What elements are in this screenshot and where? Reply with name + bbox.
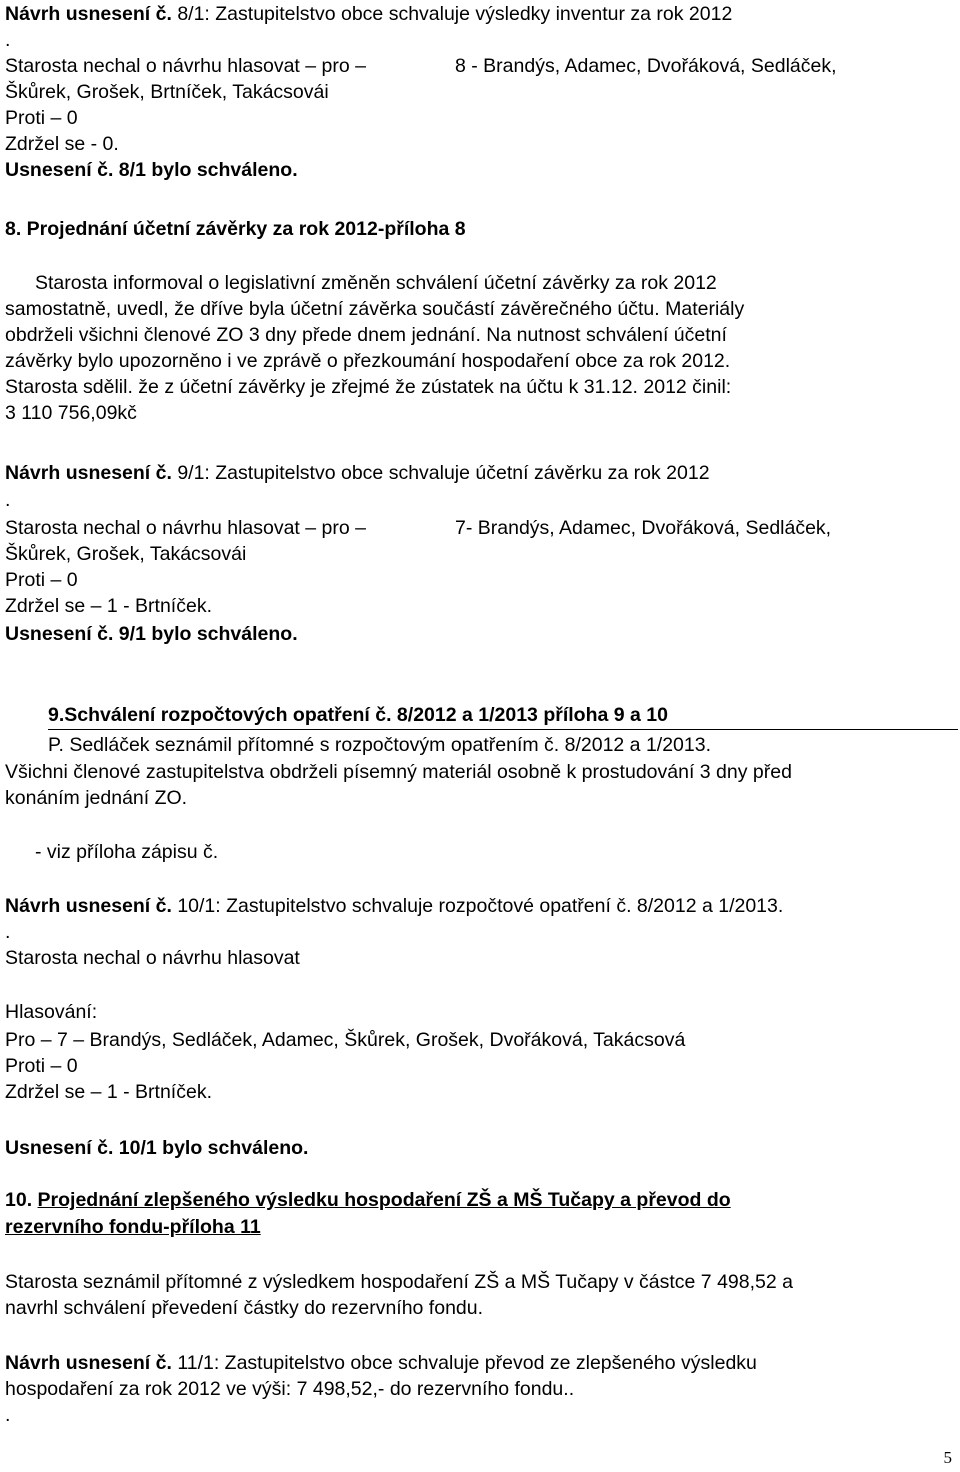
resolution-11-1-title (5, 1351, 757, 1375)
separator-dot: . (5, 29, 11, 51)
vote-against: Proti – 0 (5, 569, 78, 591)
separator-dot: . (5, 1404, 11, 1426)
resolution-result: Usnesení č. 10/1 bylo schváleno. (5, 1137, 309, 1159)
section-9-paragraph: konáním jednání ZO. (5, 787, 188, 809)
vote-abstain: Zdržel se – 1 - Brtníček. (5, 1081, 212, 1103)
vote-line: Starosta nechal o návrhu hlasovat – pro – (5, 55, 366, 77)
resolution-9-1-title (5, 461, 710, 485)
resolution-text: 10/1: Zastupitelstvo schvaluje rozpočtové opatření č. 8/2012 a 1/2013. (171, 895, 784, 917)
resolution-10-1-title (5, 894, 783, 918)
resolution-text: 9/1: Zastupitelstvo obce schvaluje účetní závěrku za rok 2012 (171, 462, 710, 484)
resolution-label: Návrh usnesení č. (5, 895, 172, 917)
attachment-bullet: - viz příloha zápisu č. (35, 841, 219, 863)
voting-label: Hlasování: (5, 1001, 98, 1023)
section-8-paragraph: Starosta informoval o legislativní změněn schválení účetní závěrky za rok 2012 (35, 272, 717, 294)
vote-against: Proti – 0 (5, 1055, 78, 1077)
section-10-paragraph: Starosta seznámil přítomné z výsledkem hospodaření ZŠ a MŠ Tučapy v částce 7 498,52 a (5, 1271, 793, 1293)
resolution-8-1-title (5, 2, 732, 26)
section-8-heading: 8. Projednání účetní závěrky za rok 2012-příloha 8 (5, 218, 466, 240)
section-9-paragraph: Všichni členové zastupitelstva obdrželi písemný materiál osobně k prostudování 3 dny před (5, 761, 792, 783)
section-9-heading: 9.Schválení rozpočtových opatření č. 8/2012 a 1/2013 příloha 9 a 10 (48, 704, 668, 726)
separator-dot: . (5, 489, 11, 511)
section-8-amount: 3 110 756,09kč (5, 402, 137, 424)
resolution-label: Návrh usnesení č. (5, 462, 172, 484)
separator-dot: . (5, 921, 11, 943)
resolution-text: 11/1: Zastupitelstvo obce schvaluje převod ze zlepšeného výsledku (171, 1352, 757, 1374)
section-8-paragraph: Starosta sdělil. že z účetní závěrky je zřejmé že zústatek na účtu k 31.12. 2012 činil: (5, 376, 732, 398)
section-10-paragraph: navrhl schválení převedení částky do rezervního fondu. (5, 1297, 484, 1319)
vote-names-continued: Škůrek, Grošek, Brtníček, Takácsovái (5, 81, 329, 103)
heading-rule (48, 729, 958, 730)
resolution-result: Usnesení č. 9/1 bylo schváleno. (5, 623, 298, 645)
section-number: 10. (5, 1189, 33, 1211)
section-8-paragraph: samostatně, uvedl, že dříve byla účetní závěrka součástí závěrečného účtu. Materiály (5, 298, 745, 320)
page-number: 5 (943, 1448, 952, 1467)
section-8-paragraph: obdrželi všichni členové ZO 3 dny přede dnem jednání. Na nutnost schválení účetní (5, 324, 727, 346)
vote-abstain: Zdržel se – 1 - Brtníček. (5, 595, 212, 617)
section-8-paragraph: závěrky bylo upozorněno i ve zprávě o přezkoumání hospodaření obce za rok 2012. (5, 350, 731, 372)
section-10-heading-continued: rezervního fondu-příloha 11 (5, 1216, 261, 1238)
section-9-paragraph: P. Sedláček seznámil přítomné s rozpočtovým opatřením č. 8/2012 a 1/2013. (48, 734, 711, 756)
section-10-heading (5, 1188, 731, 1212)
resolution-text-continued: hospodaření za rok 2012 ve výši: 7 498,52,- do rezervního fondu.. (5, 1378, 575, 1400)
vote-line: Starosta nechal o návrhu hlasovat (5, 947, 300, 969)
section-title: Projednání zlepšeného výsledku hospodaření ZŠ a MŠ Tučapy a převod do (37, 1189, 731, 1211)
resolution-label: Návrh usnesení č. (5, 3, 172, 25)
vote-abstain: Zdržel se - 0. (5, 133, 119, 155)
resolution-text: 8/1: Zastupitelstvo obce schvaluje výsledky inventur za rok 2012 (171, 3, 733, 25)
resolution-result: Usnesení č. 8/1 bylo schváleno. (5, 159, 298, 181)
resolution-label: Návrh usnesení č. (5, 1352, 172, 1374)
vote-names: 8 - Brandýs, Adamec, Dvořáková, Sedláček, (455, 55, 837, 77)
vote-against: Proti – 0 (5, 107, 78, 129)
vote-for: Pro – 7 – Brandýs, Sedláček, Adamec, Škůrek, Grošek, Dvořáková, Takácsová (5, 1029, 686, 1051)
vote-line: Starosta nechal o návrhu hlasovat – pro – (5, 517, 366, 539)
vote-names: 7- Brandýs, Adamec, Dvořáková, Sedláček, (455, 517, 832, 539)
vote-names-continued: Škůrek, Grošek, Takácsovái (5, 543, 247, 565)
